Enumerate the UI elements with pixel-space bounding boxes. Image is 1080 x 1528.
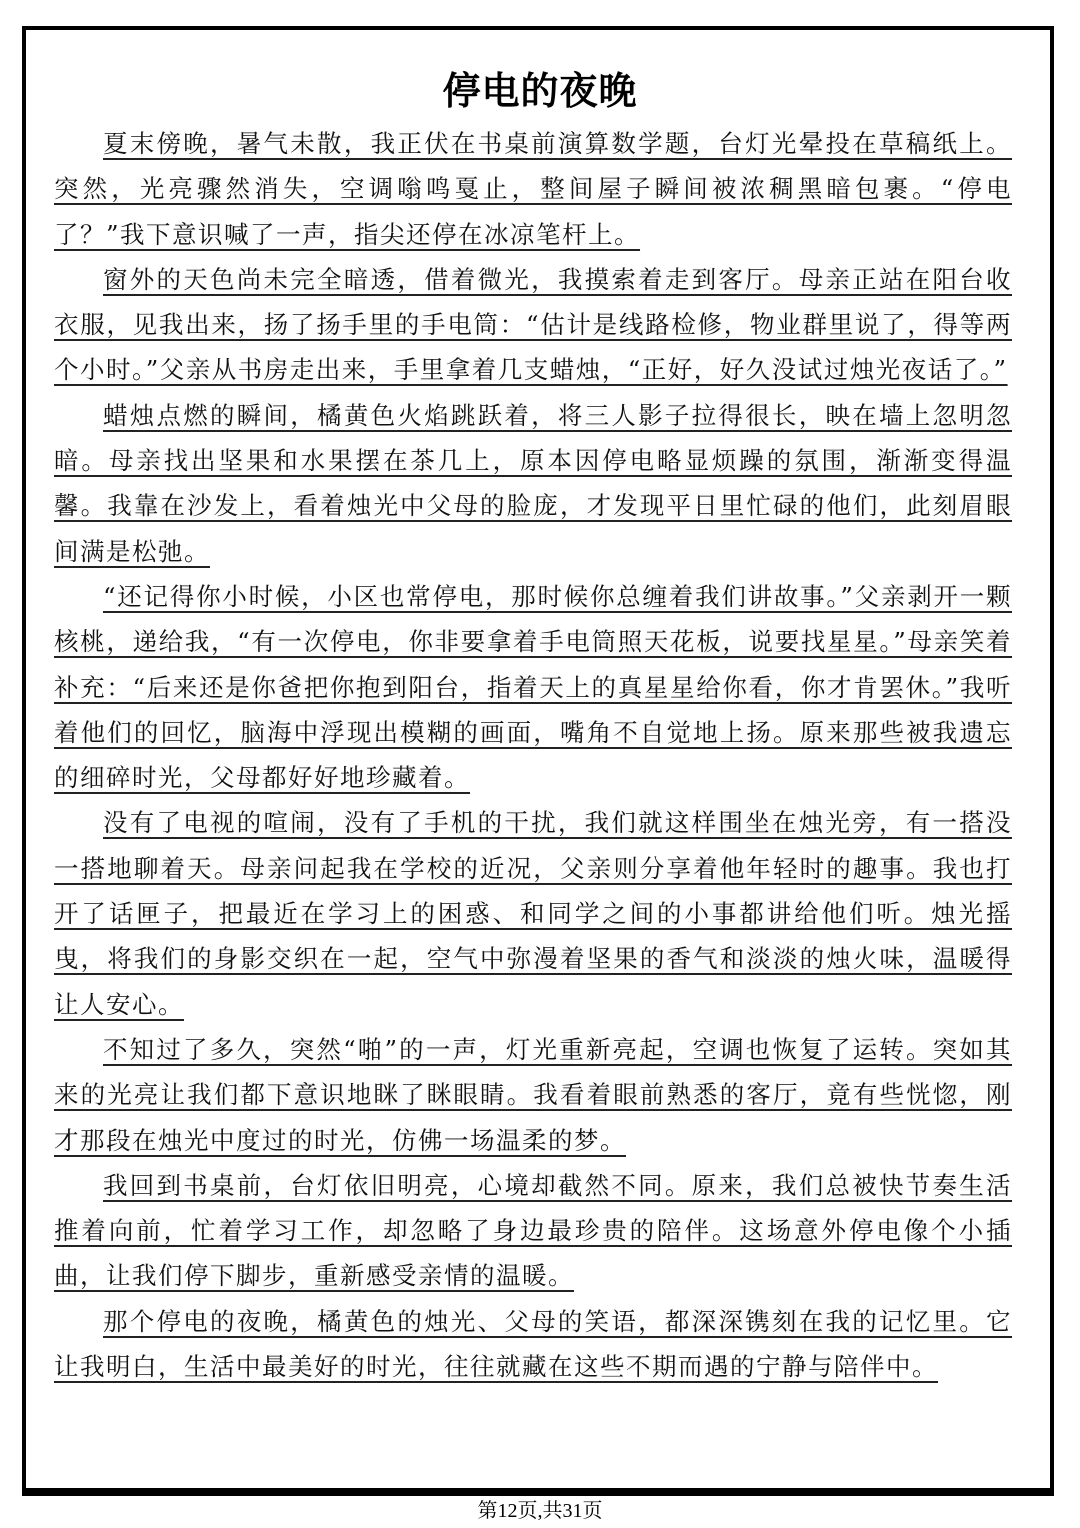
paragraph — [54, 121, 1012, 257]
paragraph-text: 那个停电的夜晚，橘黄色的烛光、父母的笑语，都深深镌刻在我的记忆里。它让我明白，生活中最美好的时光，往往就藏在这些不期而遇的宁静与陪伴中。 — [54, 1306, 1012, 1382]
paragraph — [54, 574, 1012, 800]
paragraph — [54, 1299, 1012, 1390]
paragraph-text: “还记得你小时候，小区也常停电，那时候你总缠着我们讲故事。”父亲剥开一颗核桃，递给我，“有一次停电，你非要拿着手电筒照天花板，说要找星星。”母亲笑着补充：“后来还是你爸把你抱到阳台，指着天上的真星星给你看，你才肯罢休。”我听着他们的回忆，脑海中浮现出模糊的画面，嘴角不自觉地上扬。原来那些被我遗忘的细碎时光，父母都好好地珍藏着。 — [54, 581, 1012, 793]
paragraph-text: 蜡烛点燃的瞬间，橘黄色火焰跳跃着，将三人影子拉得很长，映在墙上忽明忽暗。母亲找出坚果和水果摆在茶几上，原本因停电略显烦躁的氛围，渐渐变得温馨。我靠在沙发上，看着烛光中父母的脸庞，才发现平日里忙碌的他们，此刻眉眼间满是松弛。 — [54, 400, 1012, 566]
paragraph-text: 夏末傍晚，暑气未散，我正伏在书桌前演算数学题，台灯光晕投在草稿纸上。突然，光亮骤然消失，空调嗡鸣戛止，整间屋子瞬间被浓稠黑暗包裹。“停电了？”我下意识喊了一声，指尖还停在冰凉笔杆上。 — [54, 129, 1012, 249]
paragraph — [54, 393, 1012, 574]
paragraph-text: 没有了电视的喧闹，没有了手机的干扰，我们就这样围坐在烛光旁，有一搭没一搭地聊着天。母亲问起我在学校的近况，父亲则分享着他年轻时的趣事。我也打开了话匣子，把最近在学习上的困惑、和同学之间的小事都讲给他们听。烛光摇曳，将我们的身影交织在一起，空气中弥漫着坚果的香气和淡淡的烛火味，温暖得让人安心。 — [54, 808, 1012, 1019]
paragraph — [54, 1163, 1012, 1299]
paragraph — [54, 257, 1012, 393]
paragraph-text: 窗外的天色尚未完全暗透，借着微光，我摸索着走到客厅。母亲正站在阳台收衣服，见我出来，扬了扬手里的手电筒：“估计是线路检修，物业群里说了，得等两个小时。”父亲从书房走出来，手里拿着几支蜡烛，“正好，好久没试过烛光夜话了。” — [54, 264, 1012, 385]
paragraph-text: 不知过了多久，突然“啪”的一声，灯光重新亮起，空调也恢复了运转。突如其来的光亮让我们都下意识地眯了眯眼睛。我看着眼前熟悉的客厅，竟有些恍惚，刚才那段在烛光中度过的时光，仿佛一场温柔的梦。 — [54, 1034, 1012, 1155]
paragraph — [54, 1027, 1012, 1163]
essay-title: 停电的夜晚 — [442, 69, 638, 113]
paragraph — [54, 800, 1012, 1026]
essay-body — [54, 121, 1012, 1389]
page-number: 第12页,共31页 — [477, 1500, 603, 1522]
paragraph-text: 我回到书桌前，台灯依旧明亮，心境却截然不同。原来，我们总被快节奏生活推着向前，忙着学习工作，却忽略了身边最珍贵的陪伴。这场意外停电像个小插曲，让我们停下脚步，重新感受亲情的温暖。 — [54, 1170, 1012, 1291]
